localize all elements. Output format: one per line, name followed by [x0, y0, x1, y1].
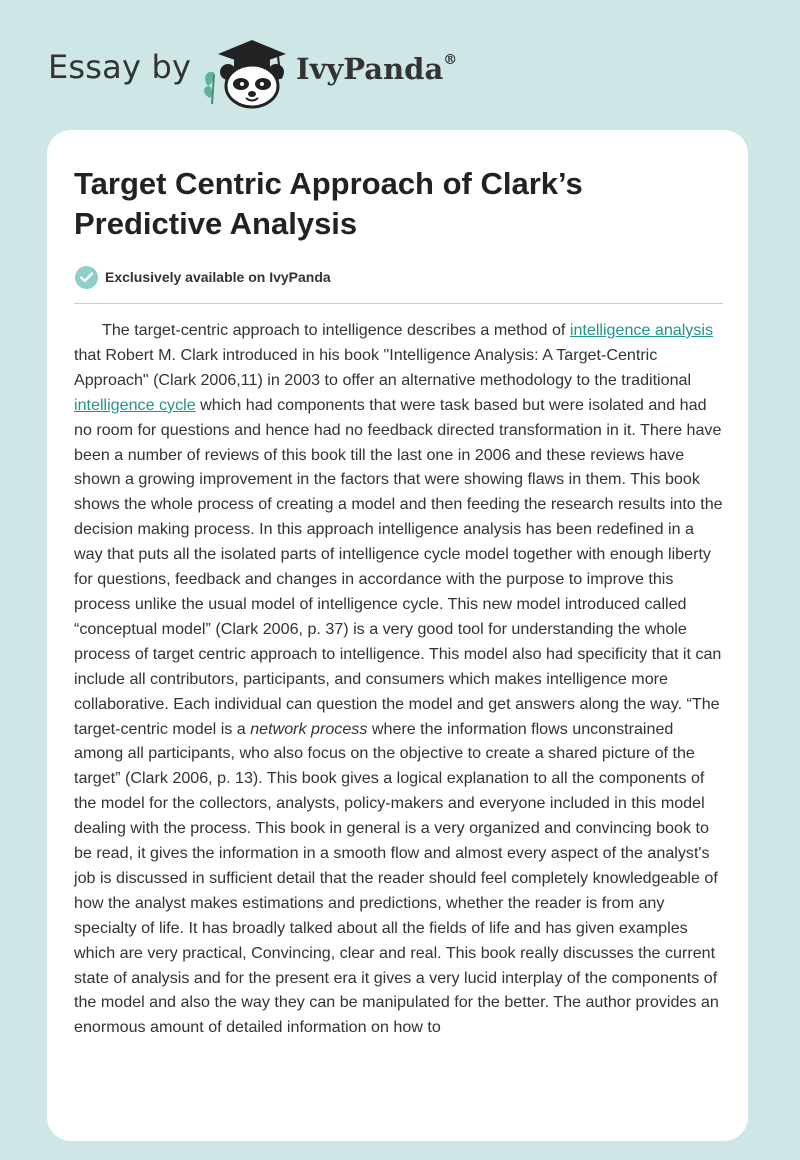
divider: [74, 303, 723, 304]
exclusive-label: Exclusively available on IvyPanda: [105, 269, 331, 285]
essay-card: [47, 130, 748, 1141]
registered-mark: ®: [443, 52, 458, 69]
emphasis-network-process: network process: [250, 719, 368, 738]
brand-name[interactable]: IvyPanda®: [296, 52, 458, 86]
panda-logo-icon[interactable]: [200, 34, 290, 110]
site-header: [48, 30, 548, 110]
intelligence-analysis-link[interactable]: intelligence analysis: [569, 321, 714, 339]
essay-paragraph: The target-centric approach to intelligence describes a method of intelligence analysis that Robert M. Clark introduced in his book "Intelligence Analysis: A Target-Centric Approach" (Clark 2006,11) in 2003 to offer an alternative methodology to the traditional intelligence cycle which had components that were task based but were isolated and had no room for questions and hence had no feedback directed transformation in it. There have been a number of reviews of this book till the last one in 2006 and these reviews have shown a growing improvement in the factors that were showing flaws in them. This book shows the whole process of creating a model and then feeding the research results into the decision making process. In this approach intelligence analysis has been redefined in a way that puts all the isolated parts of intelligence cycle model together with enough liberty for questions, feedback and changes in accordance with the purpose to improve this process unlike the usual model of intelligence cycle. This new model introduced called “conceptual model” (Clark 2006, p. 37) is a very good tool for understanding the whole process of target centric approach to intelligence. This model also had specificity that it can include all contributors, participants, and consumers which makes intelligence more collaborative. Each individual can question the model and get answers along the way. “The target-centric model is a network process where the information flows unconstrained among all participants, who also focus on the objective to create a shared picture of the target” (Clark 2006, p. 13). This book gives a logical explanation to all the components of the model for the collectors, analysts, policy-makers and everyone included in this model dealing with the process. This book in general is a very organized and convincing book to be read, it gives the information in a smooth flow and almost every aspect of the analyst's job is discussed in sufficient detail that the reader should feel completely knowledgeable of how the analyst makes estimations and predictions, whether the reader is from any specialty of life. It has broadly talked about all the fields of life and has given examples which are very practical, Convincing, clear and real. This book really discusses the current state of analysis and for the present era it gives a very lucid interplay of the components of the model and also the way they can be manipulated for the better. The author provides an enormous amount of detailed information on how to: [74, 321, 723, 1037]
check-circle-icon: [75, 266, 98, 289]
essay-by-label: Essay by: [48, 48, 192, 86]
intelligence-cycle-link[interactable]: intelligence cycle: [74, 395, 196, 414]
essay-title: Target Centric Approach of Clark’s Predictive Analysis: [74, 166, 583, 241]
exclusive-badge: [75, 265, 331, 289]
